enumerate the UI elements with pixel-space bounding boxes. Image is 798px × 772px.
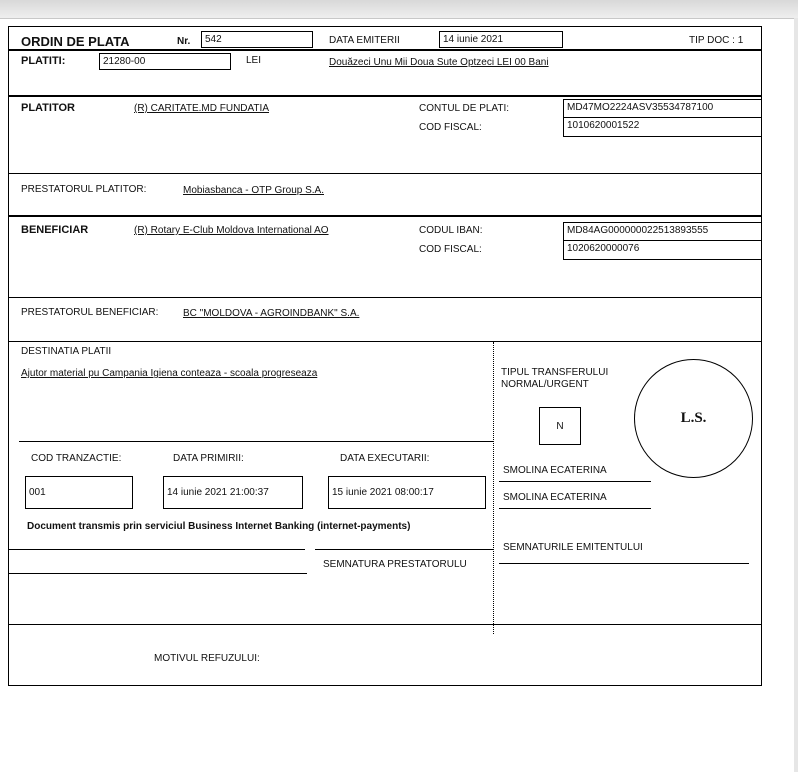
date-emission-label: DATA EMITERII	[329, 35, 400, 46]
divider	[9, 215, 761, 217]
viewer-scrollbar[interactable]	[794, 18, 798, 772]
semnatura-prestatorului: SEMNATURA PRESTATORULU	[323, 559, 467, 570]
prestator-platitor-label: PRESTATORUL PLATITOR:	[21, 184, 147, 195]
data-executarii-label: DATA EXECUTARII:	[340, 453, 430, 464]
cod-tranzactie-label: COD TRANZACTIE:	[31, 453, 122, 464]
divider	[9, 49, 761, 51]
divider	[9, 549, 305, 550]
divider	[19, 441, 493, 442]
plati-amount: 21280-00	[99, 53, 231, 70]
transmis-note: Document transmis prin serviciul Business Internet Banking (internet-payments)	[27, 521, 411, 532]
plati-currency: LEI	[246, 55, 262, 66]
signer-1-line	[499, 481, 651, 482]
destinatia-value: Ajutor material pu Campania Igiena conteaza - scoala progreseaza	[21, 368, 318, 379]
platitor-label: PLATITOR	[21, 102, 75, 114]
divider	[9, 573, 307, 574]
signer-2: SMOLINA ECATERINA	[503, 492, 607, 503]
platitor-account-value: MD47MO2224ASV35534787100	[563, 99, 761, 118]
signer-2-line	[499, 508, 651, 509]
motivul-refuzului-label: MOTIVUL REFUZULUI:	[154, 653, 260, 664]
platitor-account-label: CONTUL DE PLATI:	[419, 103, 510, 114]
platitor-fiscal-label: COD FISCAL:	[419, 122, 482, 133]
transfer-type-label-line2: NORMAL/URGENT	[501, 379, 589, 390]
beneficiar-name: (R) Rotary E-Club Moldova International AO	[134, 225, 329, 236]
divider	[9, 624, 761, 625]
beneficiar-fiscal-value: 1020620000076	[563, 241, 761, 260]
beneficiar-fiscal-label: COD FISCAL:	[419, 244, 482, 255]
data-primirii-value: 14 iunie 2021 21:00:37	[163, 476, 303, 509]
divider	[315, 549, 493, 550]
prestator-beneficiar-label: PRESTATORUL BENEFICIAR:	[21, 307, 159, 318]
divider	[9, 173, 761, 174]
transfer-type-label	[501, 367, 608, 391]
transfer-type-value: N	[539, 407, 581, 445]
cod-tranzactie-value: 001	[25, 476, 133, 509]
plati-label: PLATITI:	[21, 55, 66, 67]
viewer-top-bar	[0, 0, 798, 19]
stamp-seal	[634, 359, 753, 478]
prestator-beneficiar-value: BC "MOLDOVA - AGROINDBANK" S.A.	[183, 308, 360, 319]
data-executarii-value: 15 iunie 2021 08:00:17	[328, 476, 486, 509]
beneficiar-iban-value: MD84AG000000022513893555	[563, 222, 761, 241]
nr-value: 542	[201, 31, 313, 48]
divider	[9, 341, 761, 342]
dotted-separator	[493, 342, 494, 634]
divider	[9, 297, 761, 298]
divider	[9, 95, 761, 97]
transfer-type-label-line1: TIPUL TRANSFERULUI	[501, 367, 609, 378]
platitor-fiscal-value: 1010620001522	[563, 118, 761, 137]
date-emission-value: 14 iunie 2021	[439, 31, 563, 48]
data-primirii-label: DATA PRIMIRII:	[173, 453, 244, 464]
document-title: ORDIN DE PLATA	[21, 34, 130, 49]
platitor-name: (R) CARITATE.MD FUNDATIA	[134, 103, 269, 114]
prestator-platitor-value: Mobiasbanca - OTP Group S.A.	[183, 185, 324, 196]
emitent-signature-line	[499, 563, 749, 564]
nr-label: Nr.	[177, 36, 191, 47]
semnaturile-emitentului: SEMNATURILE EMITENTULUI	[503, 542, 643, 553]
destinatia-label: DESTINATIA PLATII	[21, 346, 112, 357]
seal-text: L.S.	[680, 410, 707, 426]
payment-order-document	[8, 26, 762, 686]
signer-1: SMOLINA ECATERINA	[503, 465, 607, 476]
plati-amount-words: Douăzeci Unu Mii Doua Sute Optzeci LEI 00 Bani	[329, 57, 549, 68]
beneficiar-iban-label: CODUL IBAN:	[419, 225, 483, 236]
doc-type: TIP DOC : 1	[689, 35, 744, 46]
beneficiar-label: BENEFICIAR	[21, 224, 89, 236]
